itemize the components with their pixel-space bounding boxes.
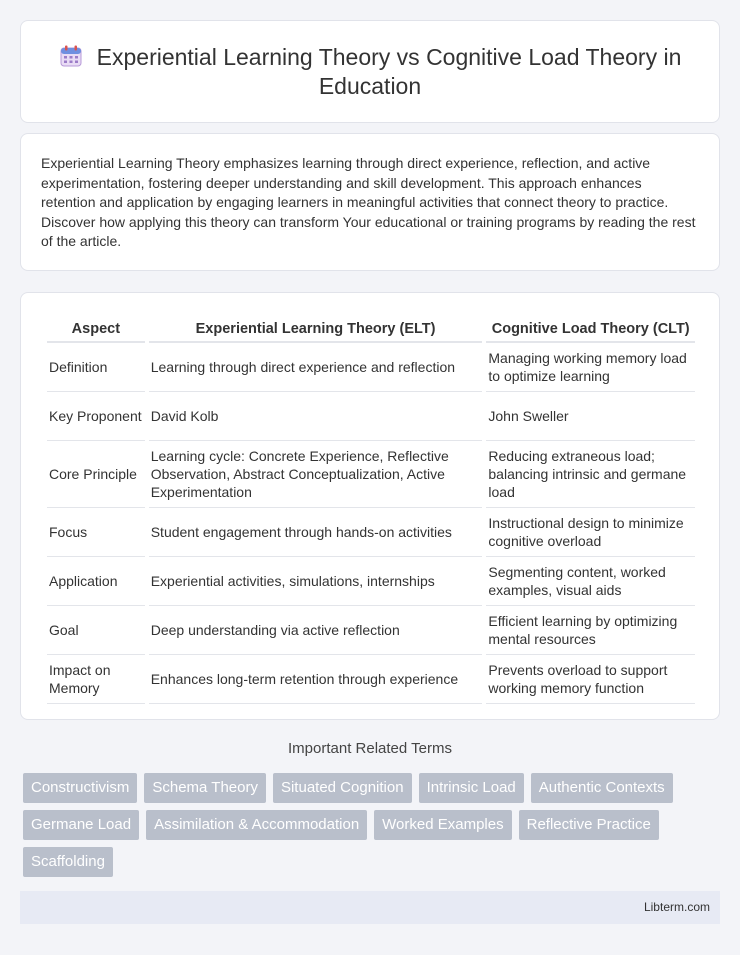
table-row — [47, 508, 695, 557]
row-clt: Managing working memory load to optimize learning — [486, 343, 695, 392]
footer-brand-link[interactable]: Libterm.com — [643, 900, 710, 914]
table-row — [47, 557, 695, 606]
table-row — [47, 392, 695, 441]
calendar-icon — [59, 44, 83, 68]
tag-reflective-practice[interactable]: Reflective Practice — [519, 810, 659, 840]
row-clt: Segmenting content, worked examples, visual aids — [486, 557, 695, 606]
related-terms-title: Important Related Terms — [288, 740, 452, 757]
row-aspect: Key Proponent — [47, 392, 145, 441]
row-elt: Student engagement through hands-on activities — [149, 508, 483, 557]
intro-paragraph: Experiential Learning Theory emphasizes learning through direct experience, reflection, and active experimentation, fostering deeper understanding and skill development. This approach enhances retention and application by engaging learners in meaningful activities that connect theory to practice. Discover how applying this theory can transform Your educational or training programs by reading the rest of the article. — [41, 155, 696, 250]
table-row — [47, 606, 695, 655]
row-clt: Reducing extraneous load; balancing intrinsic and germane load — [486, 441, 695, 508]
row-elt: Deep understanding via active reflection — [149, 606, 483, 655]
table-row — [47, 343, 695, 392]
title-line-1: Experiential Learning Theory vs Cognitive Load Theory in — [96, 44, 682, 70]
row-aspect: Application — [47, 557, 145, 606]
row-clt: Instructional design to minimize cognitive overload — [486, 508, 695, 557]
table-header-row — [47, 311, 695, 343]
header-clt: Cognitive Load Theory (CLT) — [486, 311, 695, 343]
row-aspect: Focus — [47, 508, 145, 557]
tag-scaffolding[interactable]: Scaffolding — [23, 847, 113, 877]
row-elt: David Kolb — [149, 392, 483, 441]
tag-constructivism[interactable]: Constructivism — [23, 773, 137, 803]
tag-situated-cognition[interactable]: Situated Cognition — [273, 773, 412, 803]
footer — [20, 891, 720, 924]
page-title — [21, 43, 719, 101]
comparison-card — [20, 292, 720, 720]
tag-assimilation-accommodation[interactable]: Assimilation & Accommodation — [146, 810, 367, 840]
row-aspect: Definition — [47, 343, 145, 392]
row-clt: Prevents overload to support working memory function — [486, 655, 695, 704]
title-card — [20, 20, 720, 123]
tag-intrinsic-load[interactable]: Intrinsic Load — [419, 773, 524, 803]
tag-schema-theory[interactable]: Schema Theory — [144, 773, 266, 803]
tag-germane-load[interactable]: Germane Load — [23, 810, 139, 840]
tag-authentic-contexts[interactable]: Authentic Contexts — [531, 773, 673, 803]
row-elt: Learning through direct experience and reflection — [149, 343, 483, 392]
related-terms-list — [23, 773, 723, 877]
row-elt: Experiential activities, simulations, internships — [149, 557, 483, 606]
header-aspect: Aspect — [47, 311, 145, 343]
tag-worked-examples[interactable]: Worked Examples — [374, 810, 511, 840]
title-line-2: Education — [318, 73, 422, 99]
row-clt: Efficient learning by optimizing mental resources — [486, 606, 695, 655]
row-aspect: Goal — [47, 606, 145, 655]
row-elt: Enhances long-term retention through experience — [149, 655, 483, 704]
row-elt: Learning cycle: Concrete Experience, Reflective Observation, Abstract Conceptualization, Active Experimentation — [149, 441, 483, 508]
intro-card — [20, 133, 720, 271]
comparison-table — [43, 311, 699, 704]
row-aspect: Core Principle — [47, 441, 145, 508]
table-row — [47, 441, 695, 508]
header-elt: Experiential Learning Theory (ELT) — [149, 311, 483, 343]
row-aspect: Impact on Memory — [47, 655, 145, 704]
row-clt: John Sweller — [486, 392, 695, 441]
table-row — [47, 655, 695, 704]
